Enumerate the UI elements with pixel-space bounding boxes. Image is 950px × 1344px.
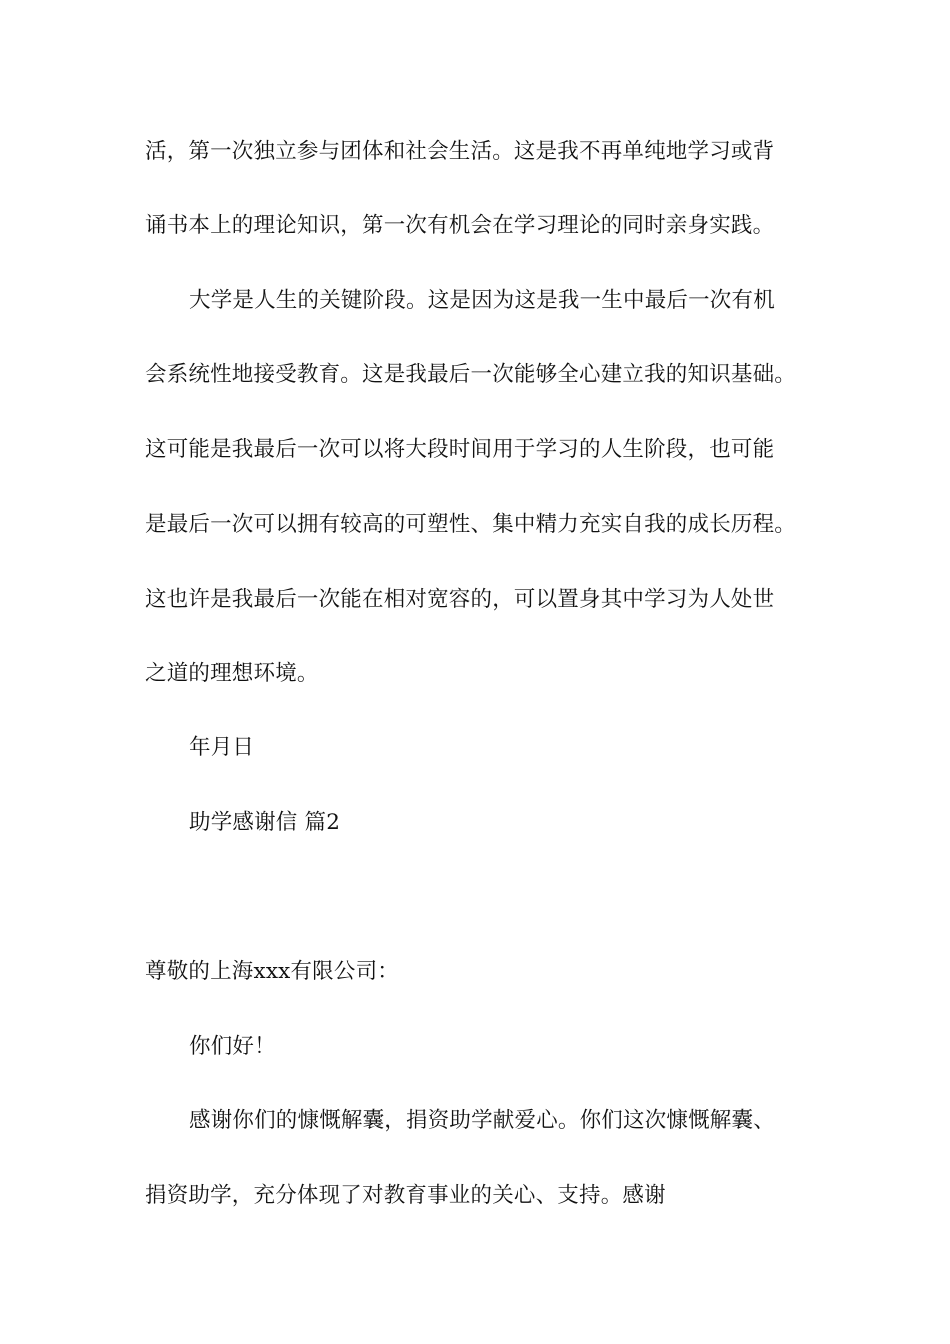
- salutation: 尊敬的上海xxx有限公司：: [145, 959, 399, 984]
- date-line: 年月日: [189, 735, 255, 760]
- paragraph-line: 这也许是我最后一次能在相对宽容的，可以置身其中学习为人处世: [145, 587, 775, 612]
- paragraph-line: 会系统性地接受教育。这是我最后一次能够全心建立我的知识基础。: [145, 362, 797, 387]
- paragraph-line: 感谢你们的慷慨解囊，捐资助学献爱心。你们这次慷慨解囊、: [189, 1108, 775, 1133]
- paragraph-line: 是最后一次可以拥有较高的可塑性、集中精力充实自我的成长历程。: [145, 512, 797, 537]
- paragraph-line: 活，第一次独立参与团体和社会生活。这是我不再单纯地学习或背: [145, 139, 775, 164]
- paragraph-line: 诵书本上的理论知识，第一次有机会在学习理论的同时亲身实践。: [145, 213, 775, 238]
- paragraph-line: 捐资助学，充分体现了对教育事业的关心、支持。感谢: [145, 1183, 666, 1208]
- paragraph-line: 这可能是我最后一次可以将大段时间用于学习的人生阶段，也可能: [145, 437, 775, 462]
- greeting: 你们好！: [189, 1034, 276, 1059]
- paragraph-line: 之道的理想环境。: [145, 661, 319, 686]
- section-heading: 助学感谢信 篇2: [189, 810, 341, 835]
- paragraph-line: 大学是人生的关键阶段。这是因为这是我一生中最后一次有机: [189, 288, 775, 313]
